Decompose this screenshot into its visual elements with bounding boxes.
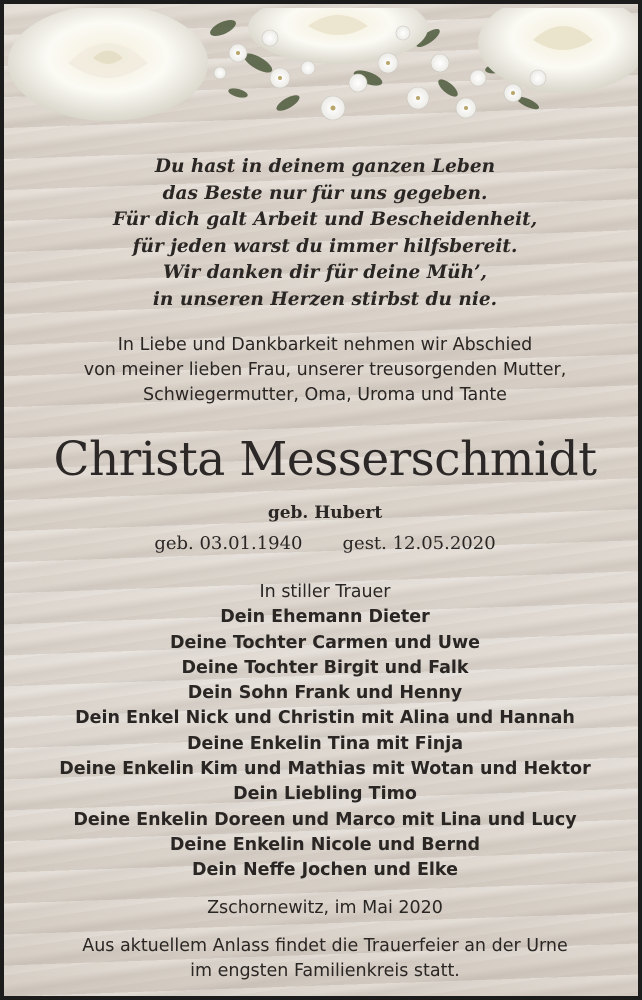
intro-line: von meiner lieben Frau, unserer treusorgenden Mutter, xyxy=(83,360,567,380)
birth-date: geb. 03.01.1940 xyxy=(154,533,303,554)
list-item: Dein Liebling Timo xyxy=(233,784,417,805)
maiden-name: geb. Hubert xyxy=(267,503,383,523)
place-and-date: Zschornewitz, im Mai 2020 xyxy=(207,898,443,918)
list-item: Deine Enkelin Nicole und Bernd xyxy=(169,834,481,855)
poem-line: für jeden warst du immer hilfsbereit. xyxy=(132,235,518,257)
list-item: Dein Sohn Frank und Henny xyxy=(187,683,463,704)
mourners-list xyxy=(8,605,642,883)
mourning-heading: In stiller Trauer xyxy=(259,582,391,602)
list-item: Deine Enkelin Kim und Mathias mit Wotan und Hektor xyxy=(59,759,591,780)
list-item: Deine Tochter Birgit und Falk xyxy=(181,657,469,678)
list-item: Dein Ehemann Dieter xyxy=(220,607,430,628)
notice-line: im engsten Familienkreis statt. xyxy=(190,961,460,981)
farewell-intro xyxy=(8,333,642,408)
mourners-section xyxy=(8,580,642,884)
life-dates xyxy=(8,531,642,557)
intro-line: Schwiegermutter, Oma, Uroma und Tante xyxy=(143,385,507,405)
intro-line: In Liebe und Dankbarkeit nehmen wir Abschied xyxy=(117,335,533,355)
deceased-name: Christa Messerschmidt xyxy=(53,432,597,487)
list-item: Dein Neffe Jochen und Elke xyxy=(192,860,458,881)
death-date: gest. 12.05.2020 xyxy=(342,533,496,554)
notice-line: Aus aktuellem Anlass findet die Trauerfeier an der Urne xyxy=(82,936,568,956)
poem xyxy=(8,154,642,313)
funeral-notice xyxy=(8,934,642,984)
poem-line: Für dich galt Arbeit und Bescheidenheit, xyxy=(112,209,538,230)
poem-line: Wir danken dir für deine Müh’, xyxy=(163,262,487,283)
white-roses-decoration-icon xyxy=(8,8,642,128)
list-item: Deine Tochter Carmen und Uwe xyxy=(170,632,480,653)
list-item: Deine Enkelin Doreen und Marco mit Lina und Lucy xyxy=(73,809,577,830)
poem-line: das Beste nur für uns gegeben. xyxy=(162,182,488,204)
poem-line: in unseren Herzen stirbst du nie. xyxy=(152,288,498,310)
list-item: Dein Enkel Nick und Christin mit Alina und Hannah xyxy=(75,708,575,729)
list-item: Deine Enkelin Tina mit Finja xyxy=(186,733,464,754)
poem-line: Du hast in deinem ganzen Leben xyxy=(154,156,496,177)
